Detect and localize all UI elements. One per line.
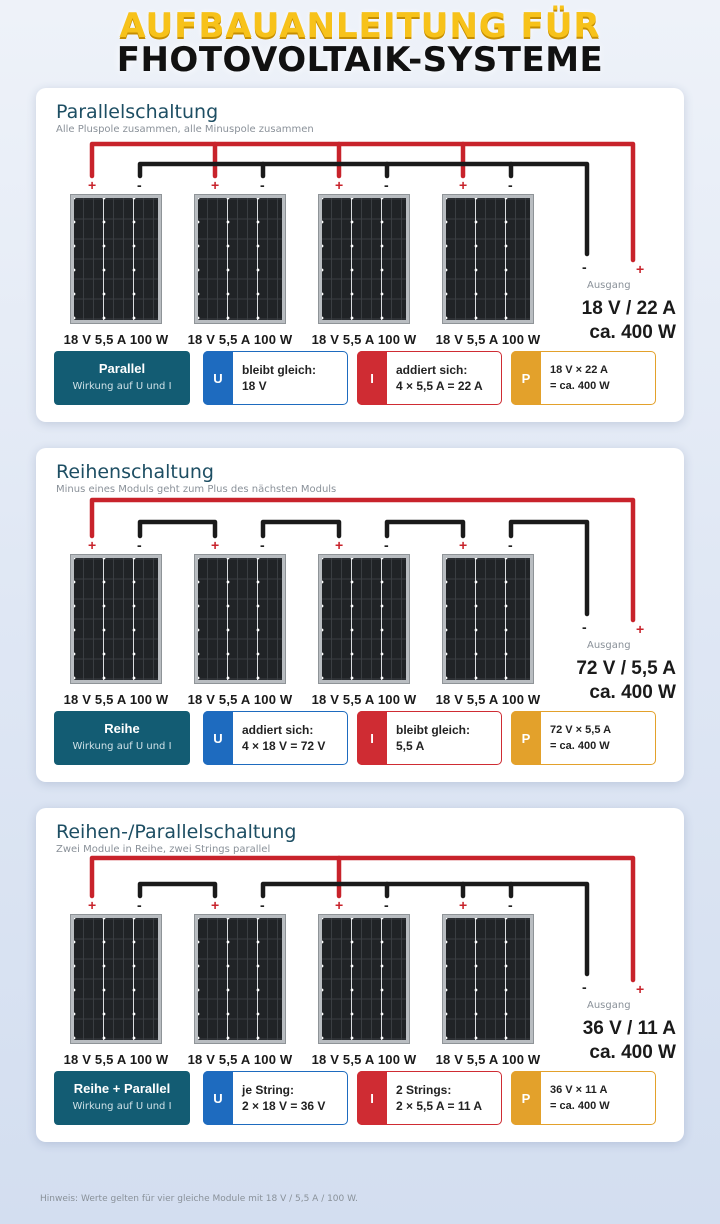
output-values: 36 V / 11 A	[582, 1018, 676, 1039]
power-letter: P	[511, 711, 541, 765]
power-card	[511, 1071, 656, 1125]
output-label: Ausgang	[587, 1000, 631, 1011]
wire-jumper-2	[263, 522, 339, 536]
badge-subtitle: Wirkung auf U und I	[72, 381, 172, 392]
connection-type-badge	[54, 711, 190, 765]
module-spec: 18 V 5,5 A 100 W	[63, 692, 169, 707]
section-series	[36, 448, 684, 782]
minus-sign: -	[508, 897, 513, 913]
output-minus-sign: -	[582, 619, 587, 635]
wire-minus-bus	[263, 884, 587, 974]
section-subtitle: Zwei Module in Reihe, zwei Strings parallel	[56, 844, 271, 855]
minus-sign: -	[384, 537, 389, 553]
plus-sign: +	[459, 537, 468, 553]
badge-title: Parallel	[98, 361, 146, 376]
minus-sign: -	[260, 897, 265, 913]
current-card	[357, 711, 502, 765]
output-plus-sign: +	[636, 261, 645, 277]
power-text: 72 V × 5,5 A = ca. 400 W	[550, 724, 612, 752]
current-card	[357, 351, 502, 405]
solar-panel	[442, 194, 534, 324]
section-subtitle: Alle Pluspole zusammen, alle Minuspole zusammen	[56, 124, 314, 135]
output-values: 72 V / 5,5 A	[576, 658, 676, 679]
power-letter: P	[511, 351, 541, 405]
page-title-line1: AUFBAUANLEITUNG FÜR	[119, 6, 601, 46]
minus-sign: -	[260, 177, 265, 193]
badge-subtitle: Wirkung auf U und I	[72, 1101, 172, 1112]
section-title: Parallelschaltung	[56, 101, 219, 123]
plus-sign: +	[335, 897, 344, 913]
output-minus-sign: -	[582, 979, 587, 995]
voltage-card	[203, 1071, 348, 1125]
minus-sign: -	[137, 897, 142, 913]
badge-title: Reihe	[104, 721, 140, 736]
voltage-letter: U	[203, 351, 233, 405]
output-power: ca. 400 W	[589, 1042, 676, 1063]
section-title: Reihenschaltung	[56, 461, 214, 483]
module-spec: 18 V 5,5 A 100 W	[63, 1052, 169, 1067]
plus-sign: +	[335, 537, 344, 553]
voltage-letter: U	[203, 711, 233, 765]
plus-sign: +	[88, 537, 97, 553]
output-minus-sign: -	[582, 259, 587, 275]
voltage-letter: U	[203, 1071, 233, 1125]
plus-sign: +	[459, 897, 468, 913]
module-spec: 18 V 5,5 A 100 W	[435, 692, 541, 707]
module-spec: 18 V 5,5 A 100 W	[187, 332, 293, 347]
plus-sign: +	[211, 537, 220, 553]
badge-subtitle: Wirkung auf U und I	[72, 741, 172, 752]
solar-panel	[70, 554, 162, 684]
minus-sign: -	[508, 537, 513, 553]
module-spec: 18 V 5,5 A 100 W	[435, 332, 541, 347]
output-plus-sign: +	[636, 981, 645, 997]
module-spec: 18 V 5,5 A 100 W	[311, 1052, 417, 1067]
module-spec: 18 V 5,5 A 100 W	[187, 1052, 293, 1067]
output-label: Ausgang	[587, 280, 631, 291]
minus-sign: -	[260, 537, 265, 553]
module-spec: 18 V 5,5 A 100 W	[63, 332, 169, 347]
wire-jumper-1	[140, 522, 215, 536]
solar-panel	[70, 914, 162, 1044]
section-subtitle: Minus eines Moduls geht zum Plus des nächsten Moduls	[56, 484, 337, 495]
current-card	[357, 1071, 502, 1125]
output-values: 18 V / 22 A	[581, 298, 676, 319]
current-text: 2 Strings: 2 × 5,5 A = 11 A	[396, 1083, 483, 1113]
module-spec: 18 V 5,5 A 100 W	[311, 692, 417, 707]
power-letter: P	[511, 1071, 541, 1125]
solar-panel	[194, 914, 286, 1044]
solar-panel	[318, 194, 410, 324]
current-letter: I	[357, 711, 387, 765]
solar-panel	[442, 914, 534, 1044]
output-power: ca. 400 W	[589, 322, 676, 343]
plus-sign: +	[211, 177, 220, 193]
minus-sign: -	[384, 177, 389, 193]
plus-sign: +	[459, 177, 468, 193]
voltage-card	[203, 351, 348, 405]
minus-sign: -	[137, 177, 142, 193]
solar-panel	[442, 554, 534, 684]
power-text: 18 V × 22 A = ca. 400 W	[550, 364, 610, 392]
wire-jumper-3	[387, 522, 463, 536]
current-letter: I	[357, 351, 387, 405]
footnote: Hinweis: Werte gelten für vier gleiche Module mit 18 V / 5,5 A / 100 W.	[40, 1194, 358, 1204]
badge-title: Reihe + Parallel	[73, 1081, 171, 1096]
current-letter: I	[357, 1071, 387, 1125]
solar-panel	[194, 194, 286, 324]
output-label: Ausgang	[587, 640, 631, 651]
page-title-line2: FHOTOVOLTAIK-SYSTEME	[116, 40, 604, 80]
section-parallel	[36, 88, 684, 422]
minus-sign: -	[384, 897, 389, 913]
power-text: 36 V × 11 A = ca. 400 W	[550, 1084, 610, 1112]
current-text: bleibt gleich: 5,5 A	[396, 723, 471, 753]
solar-panel	[318, 914, 410, 1044]
voltage-card	[203, 711, 348, 765]
module-spec: 18 V 5,5 A 100 W	[311, 332, 417, 347]
voltage-text: bleibt gleich: 18 V	[242, 363, 317, 393]
solar-panel	[318, 554, 410, 684]
plus-sign: +	[335, 177, 344, 193]
solar-panel	[194, 554, 286, 684]
module-spec: 18 V 5,5 A 100 W	[187, 692, 293, 707]
solar-panel	[70, 194, 162, 324]
section-series-parallel	[36, 808, 684, 1142]
output-plus-sign: +	[636, 621, 645, 637]
minus-sign: -	[508, 177, 513, 193]
output-power: ca. 400 W	[589, 682, 676, 703]
section-title: Reihen-/Parallelschaltung	[56, 821, 297, 843]
wire-string1-jumper	[140, 884, 215, 896]
current-text: addiert sich: 4 × 5,5 A = 22 A	[396, 363, 483, 393]
connection-type-badge	[54, 1071, 190, 1125]
power-card	[511, 351, 656, 405]
minus-sign: -	[137, 537, 142, 553]
connection-type-badge	[54, 351, 190, 405]
plus-sign: +	[88, 897, 97, 913]
plus-sign: +	[88, 177, 97, 193]
plus-sign: +	[211, 897, 220, 913]
voltage-text: je String: 2 × 18 V = 36 V	[242, 1083, 326, 1113]
voltage-text: addiert sich: 4 × 18 V = 72 V	[242, 723, 326, 753]
module-spec: 18 V 5,5 A 100 W	[435, 1052, 541, 1067]
power-card	[511, 711, 656, 765]
